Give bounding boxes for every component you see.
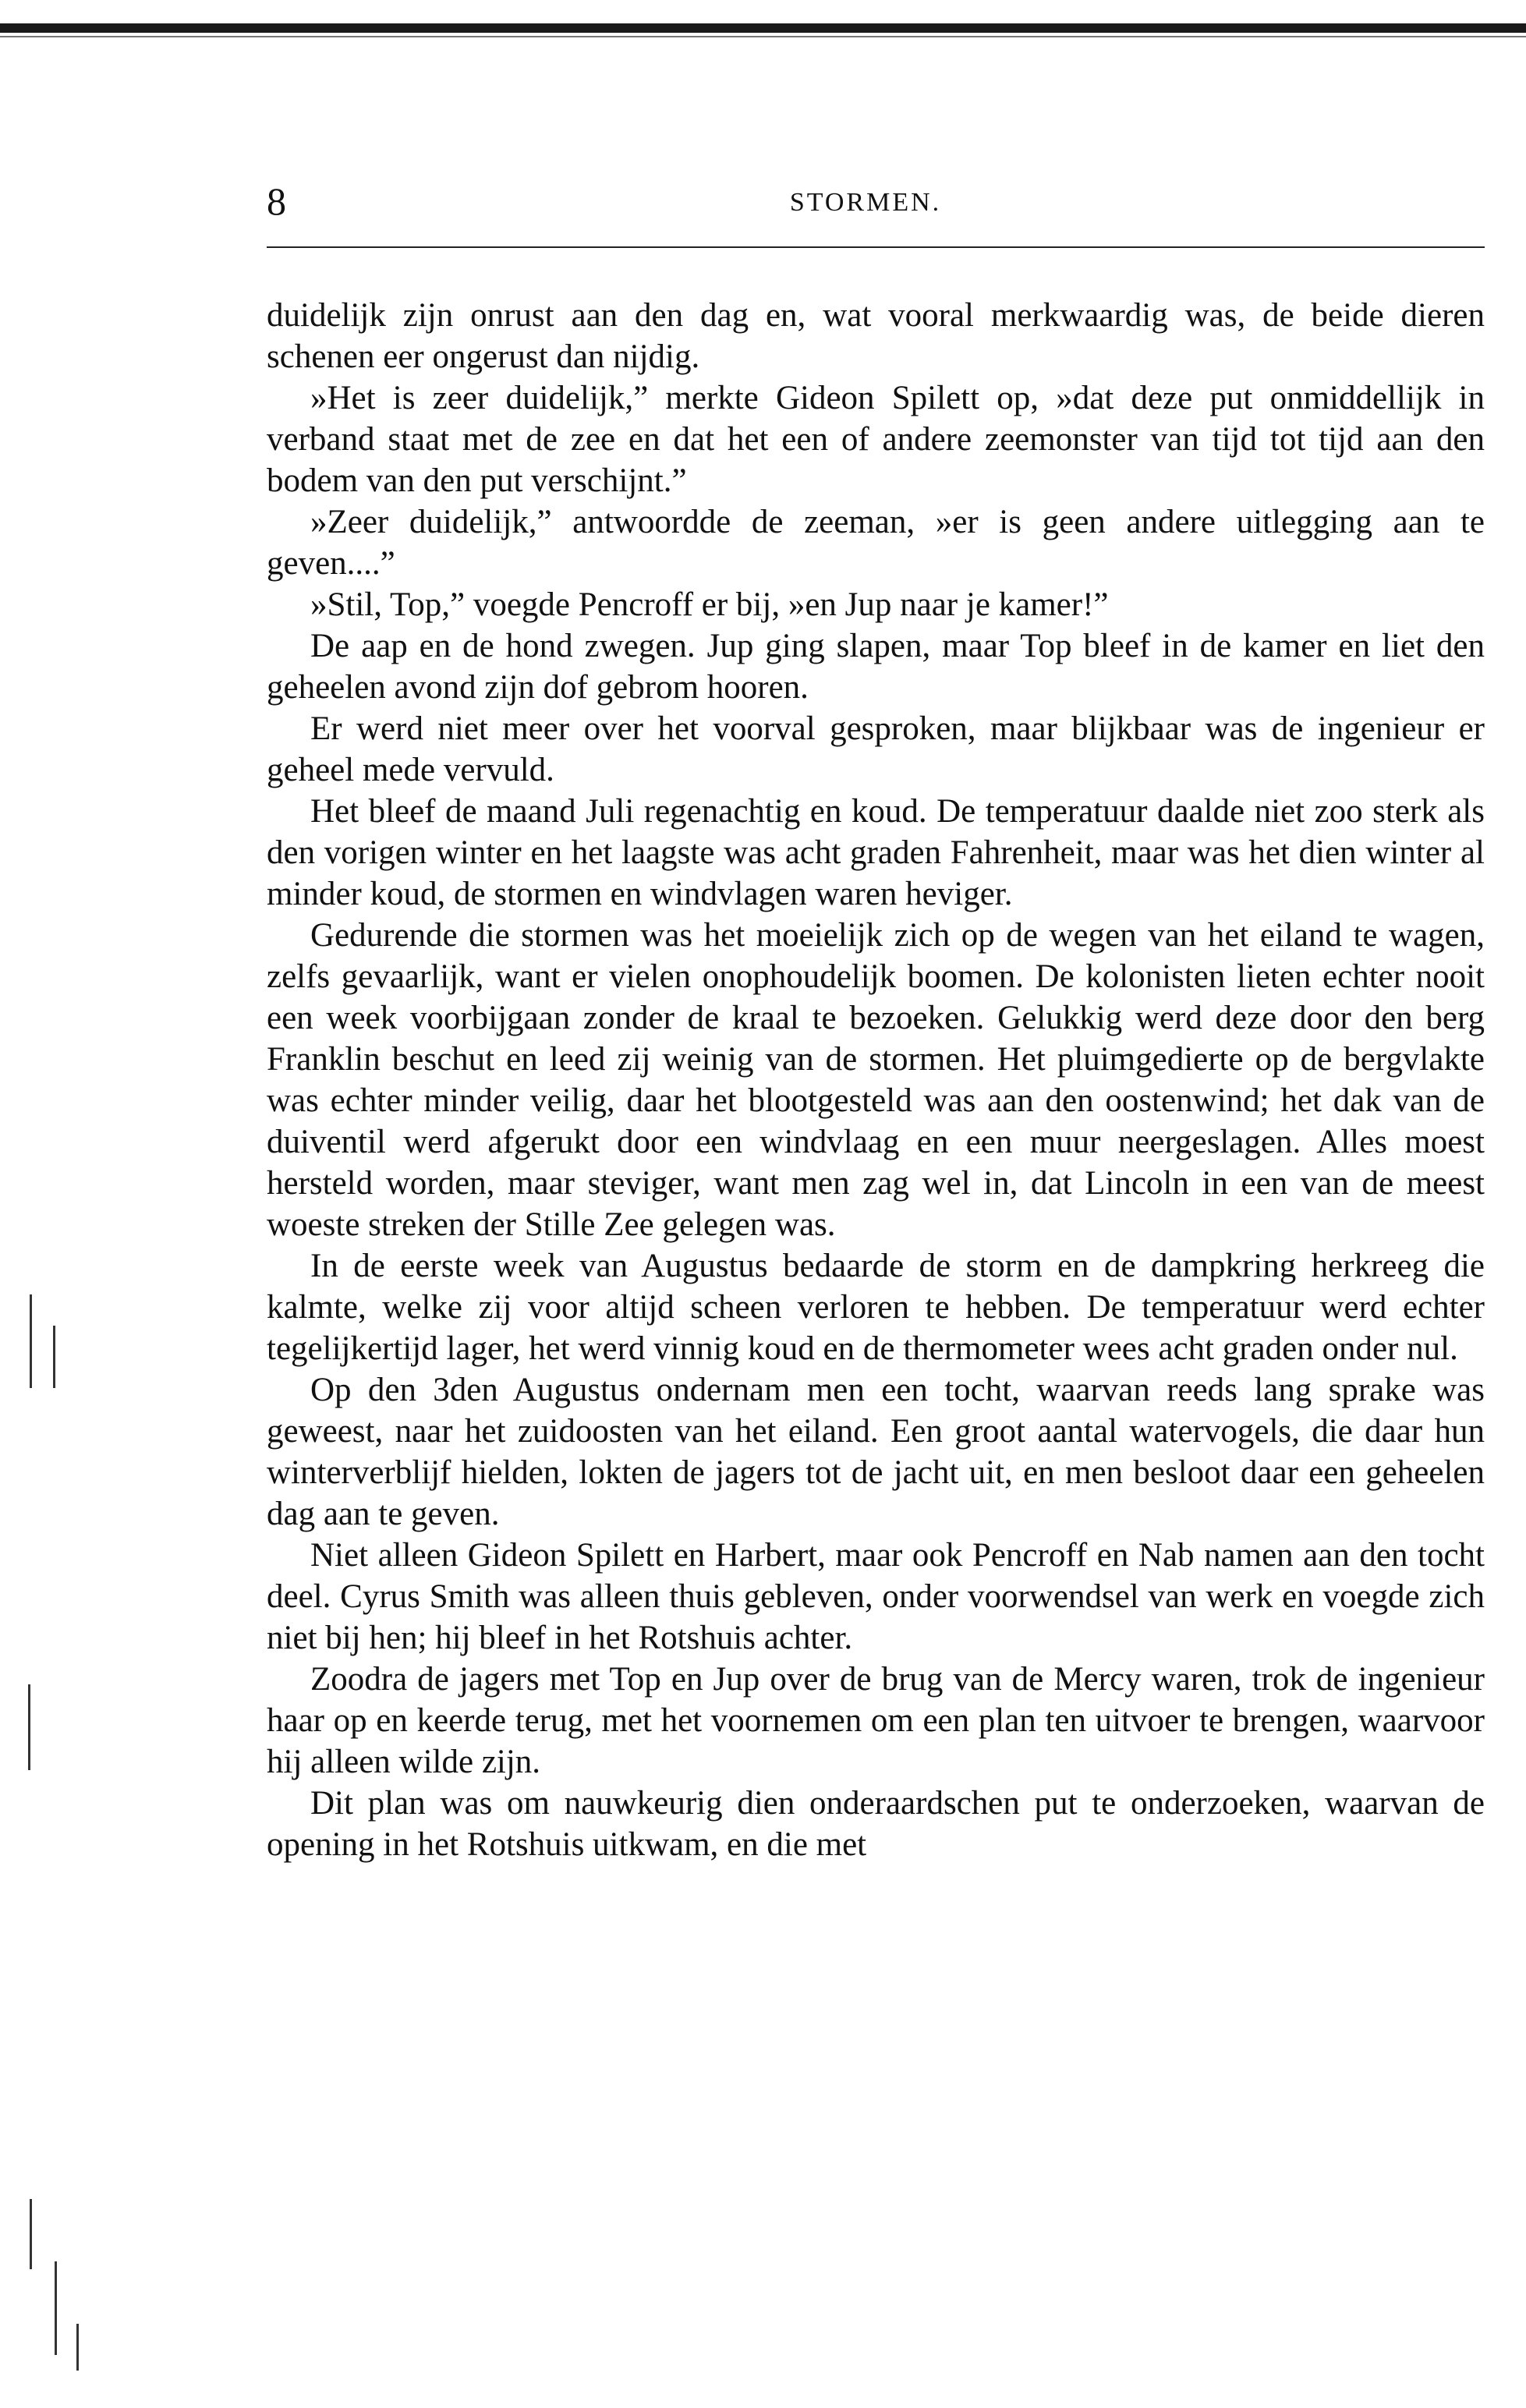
paragraph: De aap en de hond zwegen. Jup ging slapen, maar Top bleef in de kamer en liet den geheelen avond zijn dof gebrom hooren. <box>267 628 1485 706</box>
paragraph: In de eerste week van Augustus bedaarde de storm en de dampkring herkreeg die kalmte, welke zij voor altijd scheen verloren te hebben. De temperatuur werd echter tegelijkertijd lager, het werd vinnig koud en de thermometer wees acht graden onder nul. <box>267 1248 1485 1367</box>
scan-mark <box>30 1294 32 1388</box>
body-text <box>267 295 1485 1865</box>
top-border-rule-thin <box>0 36 1526 37</box>
paragraph: Op den 3den Augustus ondernam men een tocht, waarvan reeds lang sprake was geweest, naar het zuidoosten van het eiland. Een groot aantal watervogels, die daar hun winterverblijf hielden, lokten de jagers tot de jacht uit, en men besloot daar een geheelen dag aan te geven. <box>267 1372 1485 1532</box>
paragraph: Zoodra de jagers met Top en Jup over de brug van de Mercy waren, trok de ingenieur haar op en keerde terug, met het voornemen om een plan ten uitvoer te brengen, waarvoor hij alleen wilde zijn. <box>267 1661 1485 1780</box>
top-border-rule <box>0 23 1526 33</box>
scan-mark <box>30 2199 32 2269</box>
scan-mark <box>28 1684 30 1770</box>
scan-margin-marks <box>22 1279 100 2386</box>
paragraph: »Het is zeer duidelijk,” merkte Gideon Spilett op, »dat deze put onmiddellijk in verband staat met de zee en dat het een of andere zeemonster van tijd tot tijd aan den bodem van den put verschijnt.” <box>267 380 1485 499</box>
running-head: STORMEN. <box>789 188 942 217</box>
paragraph: Gedurende die stormen was het moeielijk zich op de wegen van het eiland te wagen, zelfs gevaarlijk, want er vielen onophoudelijk boomen. De kolonisten lieten echter nooit een week voorbijgaan zonder de kraal te bezoeken. Gelukkig werd deze door den berg Franklin beschut en leed zij weinig van de stormen. Het pluimgedierte op de bergvlakte was echter minder veilig, daar het blootgesteld was aan den oostenwind; het dak van de duiventil werd afgerukt door een windvlaag en een muur neergeslagen. Alles moest hersteld worden, maar steviger, want men zag wel in, dat Lincoln in een van de meest woeste streken der Stille Zee gelegen was. <box>267 917 1485 1243</box>
scan-mark <box>53 1326 55 1388</box>
paragraph: »Zeer duidelijk,” antwoordde de zeeman, »er is geen andere uitlegging aan te geven....” <box>267 504 1485 582</box>
paragraph: Er werd niet meer over het voorval gesproken, maar blijkbaar was de ingenieur er geheel mede vervuld. <box>267 710 1485 788</box>
scan-mark <box>55 2261 57 2355</box>
paragraph: Dit plan was om nauwkeurig dien onderaardschen put te onderzoeken, waarvan de opening in het Rotshuis uitkwam, en die met <box>267 1785 1485 1863</box>
paragraph: »Stil, Top,” voegde Pencroff er bij, »en Jup naar je kamer!” <box>310 586 1109 623</box>
paragraph: Niet alleen Gideon Spilett en Harbert, maar ook Pencroff en Nab namen aan den tocht deel. Cyrus Smith was alleen thuis gebleven, onder voorwendsel van werk en voegde zich niet bij hen; hij bleef in het Rotshuis achter. <box>267 1537 1485 1656</box>
paragraph: duidelijk zijn onrust aan den dag en, wat vooral merkwaardig was, de beide dieren schenen eer ongerust dan nijdig. <box>267 297 1485 375</box>
paragraph: Het bleef de maand Juli regenachtig en koud. De temperatuur daalde niet zoo sterk als den vorigen winter en het laagste was acht graden Fahrenheit, maar was het dien winter al minder koud, de stormen en windvlagen waren heviger. <box>267 793 1485 912</box>
page-number: 8 <box>267 179 286 223</box>
header-rule <box>267 246 1485 248</box>
scan-mark <box>76 2324 79 2371</box>
